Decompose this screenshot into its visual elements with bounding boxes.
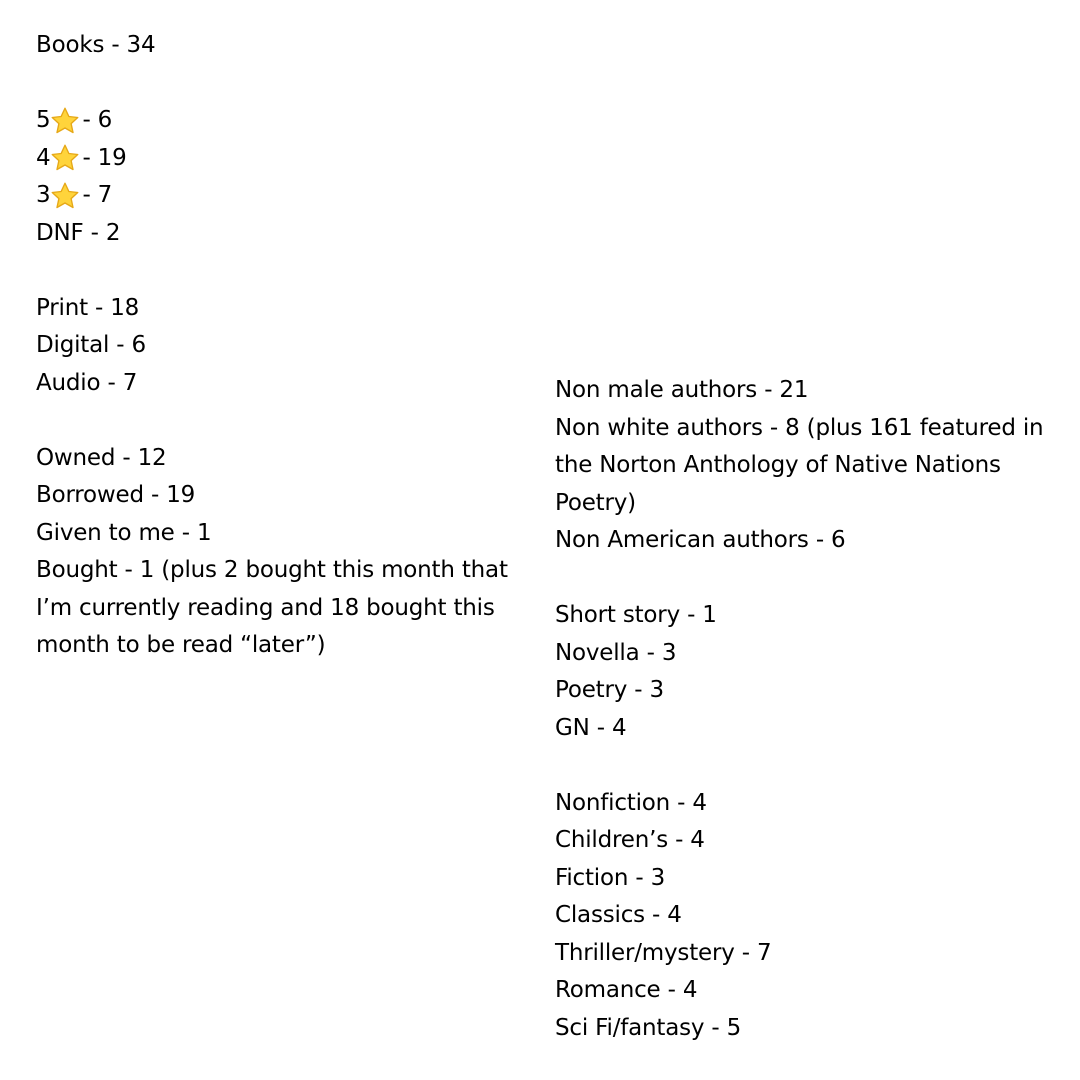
left-column	[36, 27, 526, 665]
acq-owned: Owned - 12	[36, 444, 167, 471]
star-icon	[50, 181, 80, 211]
genre-scifi-fantasy: Sci Fi/fantasy - 5	[555, 1014, 742, 1041]
genre-romance: Romance - 4	[555, 977, 698, 1003]
genre-childrens: Children’s - 4	[555, 827, 705, 853]
spacer	[36, 402, 526, 440]
rating-stars: 5	[36, 107, 51, 133]
rating-count: - 19	[82, 144, 127, 171]
books-total: Books - 34	[36, 32, 156, 58]
acq-borrowed: Borrowed - 19	[36, 482, 196, 508]
star-icon	[50, 106, 80, 136]
rating-5-row	[36, 102, 526, 140]
form-gn: GN - 4	[555, 714, 627, 741]
genre-fiction: Fiction - 3	[555, 864, 666, 891]
right-column	[555, 372, 1067, 1047]
genre-nonfiction: Nonfiction - 4	[555, 789, 707, 816]
spacer	[36, 252, 526, 290]
format-digital: Digital - 6	[36, 332, 146, 358]
spacer	[555, 747, 1067, 785]
rating-count: - 6	[82, 107, 113, 133]
form-novella: Novella - 3	[555, 639, 677, 666]
rating-3-row	[36, 177, 526, 215]
acq-given: Given to me - 1	[36, 519, 212, 546]
authors-non-white: Non white authors - 8 (plus 161 featured in the Norton Anthology of Native Nations Poetry)	[555, 414, 1044, 516]
spacer	[36, 65, 526, 103]
authors-non-male: Non male authors - 21	[555, 377, 809, 403]
authors-non-american: Non American authors - 6	[555, 527, 846, 553]
dnf-count: DNF - 2	[36, 219, 121, 246]
rating-stars: 3	[36, 182, 51, 208]
format-print: Print - 18	[36, 294, 140, 321]
rating-stars: 4	[36, 144, 51, 171]
genre-classics: Classics - 4	[555, 902, 682, 928]
acq-bought: Bought - 1 (plus 2 bought this month that I’m currently reading and 18 bought this month to be read “later”)	[36, 557, 508, 658]
format-audio: Audio - 7	[36, 369, 138, 396]
form-short-story: Short story - 1	[555, 602, 717, 628]
genre-thriller-mystery: Thriller/mystery - 7	[555, 939, 772, 966]
spacer	[555, 560, 1067, 598]
form-poetry: Poetry - 3	[555, 677, 664, 703]
rating-4-row	[36, 140, 526, 178]
rating-count: - 7	[82, 182, 113, 208]
star-icon	[50, 143, 80, 173]
